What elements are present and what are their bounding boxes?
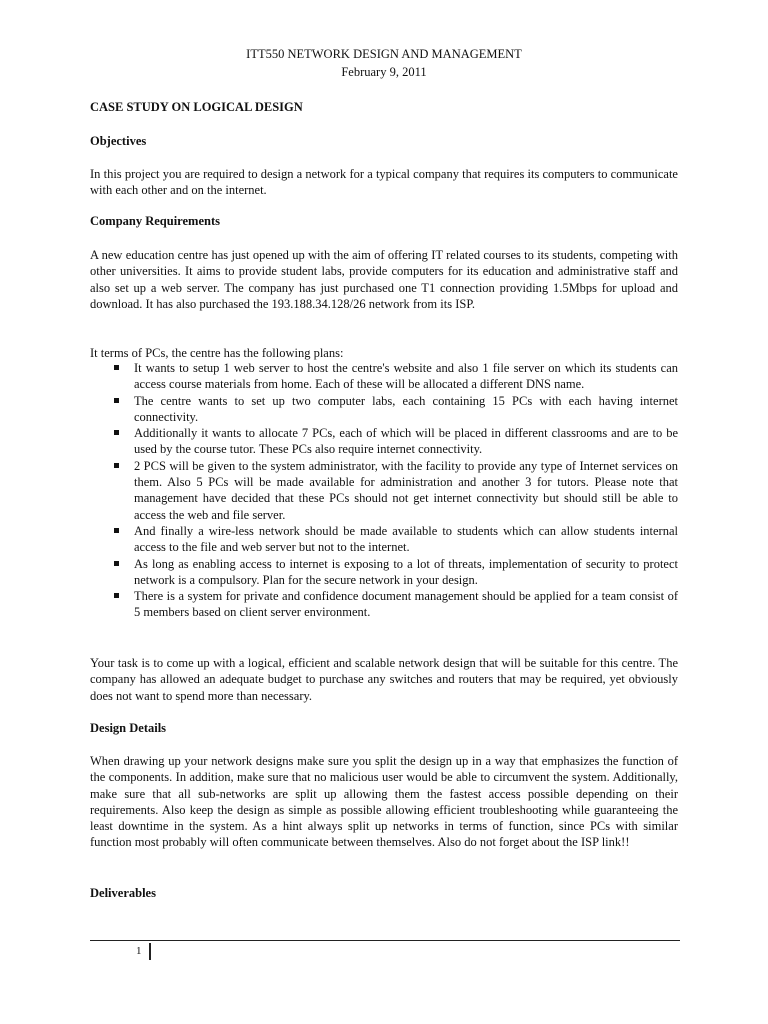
plans-intro: It terms of PCs, the centre has the following plans: [90,346,344,360]
document-date: February 9, 2011 [341,65,427,79]
bullet-icon [114,430,119,435]
bullet-icon [114,365,119,370]
objectives-text: In this project you are required to design a network for a typical company that requires its computers to communicate with each other and on the internet. [90,167,678,198]
list-item: 2 PCS will be given to the system administrator, with the facility to provide any type of Internet services on them. Also 5 PCs will be made available for administration and another 3 for tutors. Please note that management have decided that these PCs should not get internet connectivity but should still be able to access the web and file server. [134,458,678,523]
list-item: There is a system for private and confidence document management should be applied for a team consist of 5 members based on client server environment. [134,588,678,621]
plans-list [0,360,768,621]
list-item: It wants to setup 1 web server to host the centre's website and also 1 file server on which its students can access course materials from home. Each of these will be allocated a different DNS name. [134,360,678,393]
requirements-text: A new education centre has just opened up with the aim of offering IT related courses to its students, competing with other universities. It aims to provide student labs, provide computers for its education and administrative staff and also set up a web server. The company has just purchased one T1 connection providing 1.5Mbps for upload and download. It has also purchased the 193.188.34.128/26 network from its ISP. [90,248,678,311]
design-text: When drawing up your network designs make sure you split the design up in a way that emphasizes the function of the components. In addition, make sure that no malicious user would be able to circumvent the system. Additionally, make sure that all sub-networks are split up allowing them the fastest access possible depending on their requirements. Also keep the design as simple as possible allowing efficient troubleshooting while guaranteeing the least downtime in the system. As a hint always split up networks in terms of function, since PCs with similar function most probably will often communicate between themselves. Also do not forget about the ISP link!! [90,754,678,850]
bullet-icon [114,398,119,403]
list-item: And finally a wire-less network should be made available to students which can allow students internal access to the file and web server but not to the internet. [134,523,678,556]
task-text: Your task is to come up with a logical, efficient and scalable network design that will be suitable for this centre. The company has allowed an adequate budget to purchase any switches and routers that may be required, yet obviously does not want to spend more than necessary. [90,656,678,703]
objectives-heading: Objectives [90,134,147,148]
page-number: 1 [136,945,142,957]
bullet-icon [114,463,119,468]
document-title: CASE STUDY ON LOGICAL DESIGN [90,100,303,114]
footer-divider [90,940,680,941]
list-item: As long as enabling access to internet is exposing to a lot of threats, implementation of security to protect network is a compulsory. Plan for the secure network in your design. [134,556,678,589]
list-item: Additionally it wants to allocate 7 PCs, each of which will be placed in different classrooms and are to be used by the course tutor. These PCs also require internet connectivity. [134,425,678,458]
course-header: ITT550 NETWORK DESIGN AND MANAGEMENT [246,47,522,61]
requirements-heading: Company Requirements [90,214,220,228]
bullet-icon [114,593,119,598]
page-number-bar [149,943,151,960]
bullet-icon [114,528,119,533]
bullet-icon [114,561,119,566]
deliverables-heading: Deliverables [90,886,156,900]
design-heading: Design Details [90,721,167,735]
list-item: The centre wants to set up two computer labs, each containing 15 PCs with each having internet connectivity. [134,393,678,426]
